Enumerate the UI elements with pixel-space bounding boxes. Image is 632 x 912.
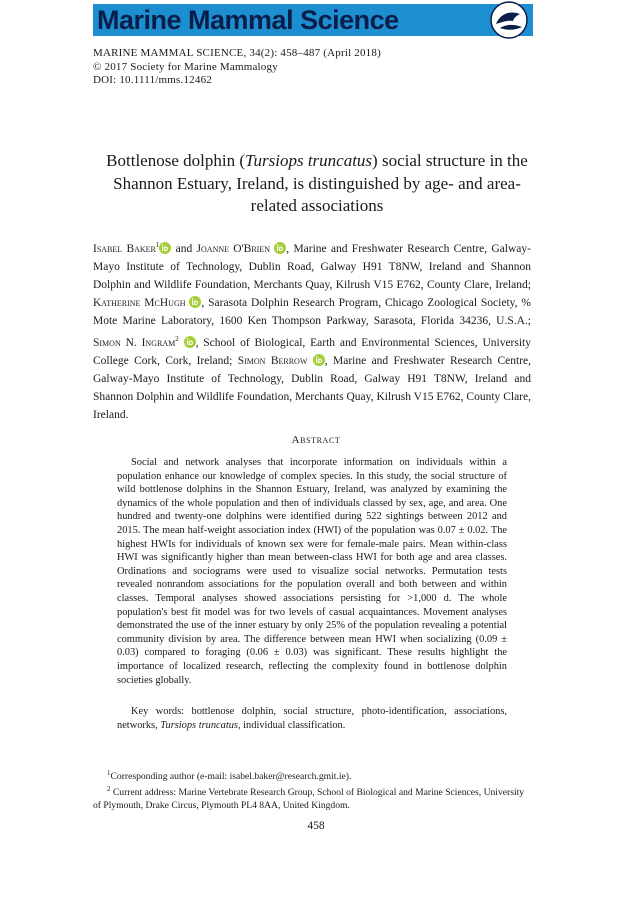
author-name: Katherine McHugh — [93, 296, 186, 309]
author-block — [93, 236, 531, 424]
footnotes — [93, 767, 533, 812]
doi: DOI: 10.1111/mms.12462 — [93, 74, 212, 86]
journal-banner-title: Marine Mammal Science — [97, 5, 399, 35]
footnote-1 — [93, 767, 533, 783]
footnote-2 — [93, 783, 533, 812]
orcid-icon[interactable] — [313, 354, 325, 366]
journal-banner — [93, 4, 533, 36]
affiliation: , Marine and Freshwater Research Centre, Galway-Mayo Institute of Technology, Dublin Road, Galway H91 T8NW, Ireland and Shannon Dolphin and Wildlife Foundation, Merchants Quay, Kilrush V15 E762, County Clare, Ireland. — [93, 354, 532, 421]
citation-block — [93, 47, 381, 88]
author-footnote-mark: 2 — [175, 334, 179, 343]
journal-citation: MARINE MAMMAL SCIENCE, 34(2): 458–487 (April 2018) — [93, 47, 381, 59]
copyright: © 2017 Society for Marine Mammalogy — [93, 60, 278, 73]
abstract-heading: Abstract — [291, 434, 341, 446]
footnote-text: Corresponding author (e-mail: isabel.baker@research.gmit.ie). — [110, 771, 352, 783]
abstract-text: Social and network analyses that incorporate information on individuals within a population enhance our knowledge of complex species. In this study, the social structure of wild bottlenose dolphins in the Shannon Estuary, Ireland, was analyzed by examining the dynamics of the whole population and then of individuals classed by sex, age, and area. One hundred and twenty-one dolphins were identified during 522 sightings between 2012 and 2015. The mean half-weight association index (HWI) of the population was 0.07 ± 0.02. The highest HWIs for individuals of known sex were for female-male pairs. Mean within-class HWI was significantly higher than mean between-class HWI for both age and area classes. Ordinations and sociograms were used to visualize social networks. Permutation tests revealed nonrandom associations for the population overall and both between and within classes. Temporal analyses showed associations persisting for >1,000 d. The whole population's best fit model was for two levels of casual acquaintances. Movement analyses demonstrated the use of the inner estuary by only 25% of the population revealing a potential community division by area. The difference between mean HWI when socializing (0.09 ± 0.03) compared to foraging (0.06 ± 0.03) was significant. These results highlight the importance of localized research, reflecting the complexity found in bottlenose dolphin societies globally. — [117, 457, 507, 686]
keywords-part2: , individual classification. — [237, 719, 346, 731]
orcid-icon[interactable] — [184, 336, 196, 348]
article-title — [92, 150, 542, 218]
author-name: Joanne O'Brien — [196, 242, 271, 255]
footnote-mark: 2 — [107, 785, 111, 794]
orcid-icon[interactable] — [274, 242, 286, 254]
footnote-text: Current address: Marine Vertebrate Research Group, School of Biological and Marine Sciences, University of Plymouth, Drake Circus, Plymouth PL4 8AA, United Kingdom. — [93, 787, 525, 812]
keywords-species: Tursiops truncatus — [160, 719, 238, 731]
footnote-mark: 1 — [107, 769, 111, 777]
page-number: 458 — [307, 820, 325, 832]
affiliation: , School of Biological, Earth and Environmental Sciences, University College Cork, Cork, Ireland; — [93, 336, 531, 367]
author-name: Isabel Baker — [93, 242, 156, 255]
author-separator: and — [171, 242, 197, 255]
affiliation: , Sarasota Dolphin Research Program, Chicago Zoological Society, % Mote Marine Laboratory, 1600 Ken Thompson Parkway, Sarasota, Florida 34236, U.S.A.; — [93, 296, 531, 327]
author-footnote-mark: 1 — [155, 241, 160, 249]
orcid-icon[interactable] — [159, 242, 171, 254]
keywords — [117, 705, 507, 732]
society-logo-icon — [488, 0, 530, 40]
affiliation: , Marine and Freshwater Research Centre, Galway-Mayo Institute of Technology, Dublin Road, Galway H91 T8NW, Ireland and Shannon Dolphin and Wildlife Foundation, Merchants Quay, Kilrush V15 E762, County Clare, Ireland; — [93, 242, 531, 291]
author-name: Simon N. Ingram — [93, 336, 176, 349]
keywords-part1: Key words: bottlenose dolphin, social structure, photo-identification, associations, networks, — [117, 706, 507, 731]
orcid-icon[interactable] — [189, 296, 201, 308]
author-name: Simon Berrow — [237, 354, 308, 367]
title-species: Tursiops truncatus — [244, 151, 373, 170]
title-part2: ) social structure in the Shannon Estuary, Ireland, is distinguished by age- and area-related associations — [113, 151, 528, 215]
title-part1: Bottlenose dolphin ( — [106, 151, 245, 170]
